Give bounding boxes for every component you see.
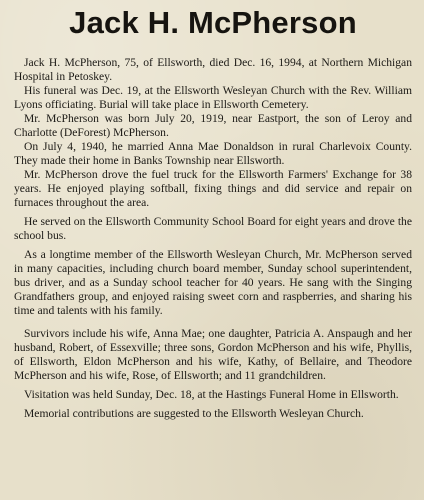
paragraph-memorials: Memorial contributions are suggested to the Ellsworth Wesleyan Church. — [24, 407, 364, 420]
paragraph-career: Mr. McPherson drove the fuel truck for the Ellsworth Farmers' Exchange for 38 years. He enjoyed playing softball, fixing things and did service and repair on furnaces throughout the area. — [14, 168, 412, 209]
paragraph-birth: Mr. McPherson was born July 20, 1919, near Eastport, the son of Leroy and Charlotte (DeForest) McPherson. — [14, 112, 412, 139]
paragraph-visitation: Visitation was held Sunday, Dec. 18, at the Hastings Funeral Home in Ellsworth. — [24, 388, 399, 401]
paragraph-death-notice: Jack H. McPherson, 75, of Ellsworth, died Dec. 16, 1994, at Northern Michigan Hospital in Petoskey. — [14, 56, 412, 83]
paragraph-church: As a longtime member of the Ellsworth Wesleyan Church, Mr. McPherson served in many capacities, including church board member, Sunday school superintendent, bus driver, and as a Sunday school teacher for 40 years. He sang with the Singing Grandfathers group, and enjoyed raising sweet corn and raspberries, and sharing his time and talents with his family. — [14, 248, 412, 317]
obituary-headline: Jack H. McPherson — [69, 5, 357, 40]
paragraph-school-board: He served on the Ellsworth Community School Board for eight years and drove the school bus. — [14, 215, 412, 242]
paragraph-funeral: His funeral was Dec. 19, at the Ellsworth Wesleyan Church with the Rev. William Lyons officiating. Burial will take place in Ellsworth Cemetery. — [14, 84, 412, 111]
paragraph-survivors: Survivors include his wife, Anna Mae; one daughter, Patricia A. Anspaugh and her husband, Robert, of Essexville; three sons, Gordon McPherson and his wife, Phyllis, of Ellsworth, Eldon McPherson and his wife, Kathy, of Bellaire, and Theodore McPherson and his wife, Rose, of Ellsworth; and 11 grandchildren. — [14, 327, 412, 382]
paragraph-marriage: On July 4, 1940, he married Anna Mae Donaldson in rural Charlevoix County. They made their home in Banks Township near Ellsworth. — [14, 140, 412, 167]
obituary-body — [14, 56, 412, 421]
